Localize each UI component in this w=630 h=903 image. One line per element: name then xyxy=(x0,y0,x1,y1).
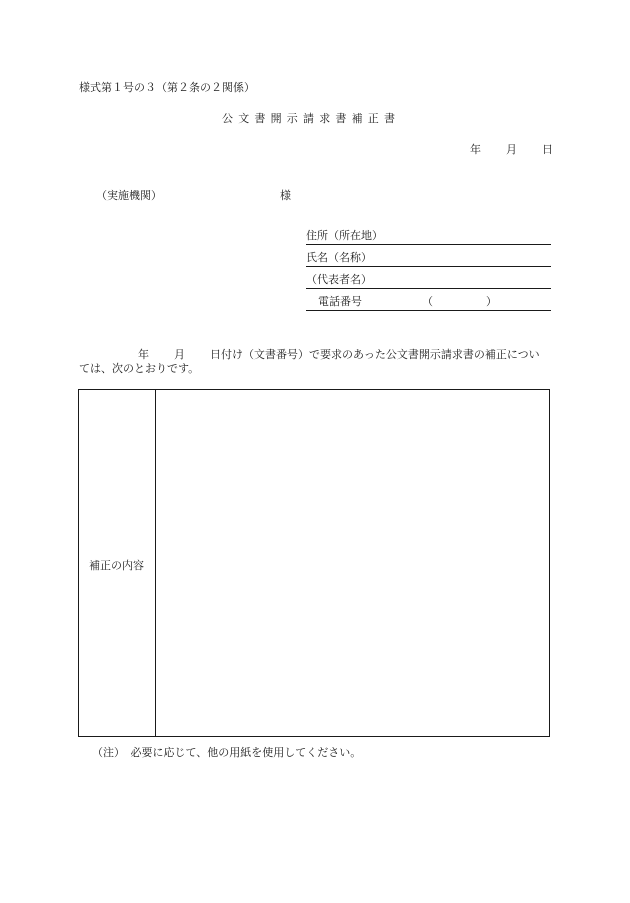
phone-field[interactable] xyxy=(306,296,551,311)
correction-table xyxy=(78,389,550,737)
name-field[interactable] xyxy=(306,252,551,267)
body-month: 月 xyxy=(174,348,185,361)
representative-label: （代表者名） xyxy=(306,273,372,286)
footnote: （注） 必要に応じて、他の用紙を使用してください。 xyxy=(92,746,362,759)
body-text-line1: 日付け（文書番号）で要求のあった公文書開示請求書の補正につい xyxy=(210,348,540,361)
representative-field[interactable] xyxy=(306,274,551,289)
address-field[interactable] xyxy=(306,230,551,245)
phone-label: 電話番号 xyxy=(318,295,362,308)
date-day: 日 xyxy=(542,143,553,156)
date-year: 年 xyxy=(470,143,481,156)
name-label: 氏名（名称） xyxy=(306,251,372,264)
page-title: 公文書開示請求書補正書 xyxy=(222,112,401,125)
form-id: 様式第１号の３（第２条の２関係） xyxy=(79,81,255,94)
body-text-line2: ては、次のとおりです。 xyxy=(79,362,200,375)
recipient-org-label: （実施機関） xyxy=(96,189,162,202)
date-month: 月 xyxy=(506,143,517,156)
recipient-honorific: 様 xyxy=(280,189,291,202)
correction-content-label: 補正の内容 xyxy=(89,559,144,572)
phone-open-paren: （ xyxy=(422,295,433,308)
phone-close-paren: ） xyxy=(486,295,497,308)
address-label: 住所（所在地） xyxy=(306,229,383,242)
body-year: 年 xyxy=(138,348,149,361)
correction-content-area[interactable] xyxy=(156,390,549,736)
